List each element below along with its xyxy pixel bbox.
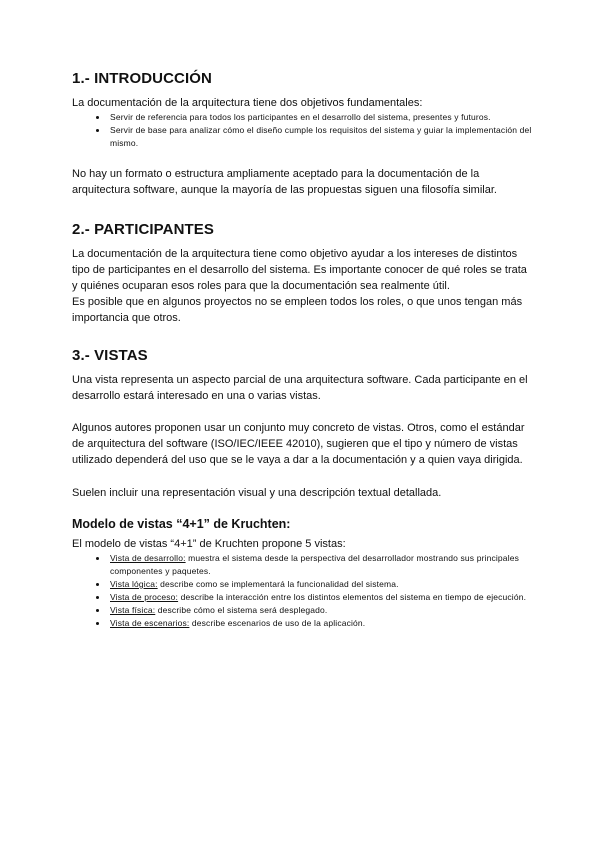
subsection-kruchten	[72, 517, 532, 630]
paragraph: El modelo de vistas “4+1” de Kruchten propone 5 vistas:	[72, 537, 346, 550]
paragraph: No hay un formato o estructura ampliamente aceptado para la documentación de la arquitectura software, aunque la mayoría de las propuestas siguen una filosofía similar.	[72, 168, 497, 197]
list-item: • Servir de referencia para todos los participantes en el desarrollo del sistema, presentes y futuros.	[108, 111, 532, 124]
section-heading: 2.- PARTICIPANTES	[72, 220, 214, 238]
list-item	[108, 578, 532, 591]
view-description: muestra el sistema desde la perspectiva del desarrollador mostrando sus principales componentes y paquetes.	[110, 553, 520, 577]
section-participantes	[72, 221, 532, 327]
list-item	[108, 604, 532, 617]
view-description: describe cómo el sistema será desplegado.	[155, 605, 328, 616]
section-vistas	[72, 347, 532, 630]
view-term: Vista de escenarios:	[110, 618, 190, 629]
list-item: • Servir de base para analizar cómo el diseño cumple los requisitos del sistema y guiar la implementación del mismo.	[108, 124, 532, 150]
view-description: describe como se implementará la funcionalidad del sistema.	[157, 579, 399, 590]
section-heading: 3.- VISTAS	[72, 346, 148, 364]
bullet-list	[72, 552, 532, 630]
view-term: Vista de desarrollo:	[110, 553, 186, 564]
section-introduccion	[72, 70, 532, 199]
list-item	[108, 591, 532, 604]
paragraph: La documentación de la arquitectura tiene como objetivo ayudar a los intereses de distintos tipo de participantes en el desarrollo del sistema. Es importante conocer de qué roles se trata y quiénes ocuparan esos roles para que la documentación sea realmente útil.	[72, 247, 527, 293]
document-content	[72, 70, 532, 630]
paragraph: Algunos autores proponen usar un conjunto muy concreto de vistas. Otros, como el estándar de arquitectura del software (ISO/IEC/IEEE 42010), sugieren que el tipo y número de vistas utilizado dependerá del uso que se le vaya a dar a la documentación y a quien vaya dirigida.	[72, 422, 525, 467]
view-description: describe escenarios de uso de la aplicación.	[189, 618, 366, 629]
paragraph: Es posible que en algunos proyectos no se empleen todos los roles, o que unos tengan más importancia que otros.	[72, 296, 523, 325]
view-term: Vista física:	[110, 605, 156, 616]
list-item	[108, 552, 532, 578]
list-item	[108, 617, 532, 630]
paragraph: La documentación de la arquitectura tiene dos objetivos fundamentales:	[72, 97, 423, 109]
view-term: Vista lógica:	[110, 579, 158, 590]
view-description: describe la interacción entre los distintos elementos del sistema en tiempo de ejecución.	[178, 592, 527, 603]
section-heading: 1.- INTRODUCCIÓN	[72, 70, 212, 87]
subsection-heading: Modelo de vistas “4+1” de Kruchten:	[72, 516, 291, 531]
paragraph: Suelen incluir una representación visual y una descripción textual detallada.	[72, 486, 442, 499]
paragraph: Una vista representa un aspecto parcial de una arquitectura software. Cada participante en el desarrollo estará interesado en una o varias vistas.	[72, 373, 528, 402]
bullet-list	[72, 111, 532, 150]
view-term: Vista de proceso:	[110, 592, 179, 603]
